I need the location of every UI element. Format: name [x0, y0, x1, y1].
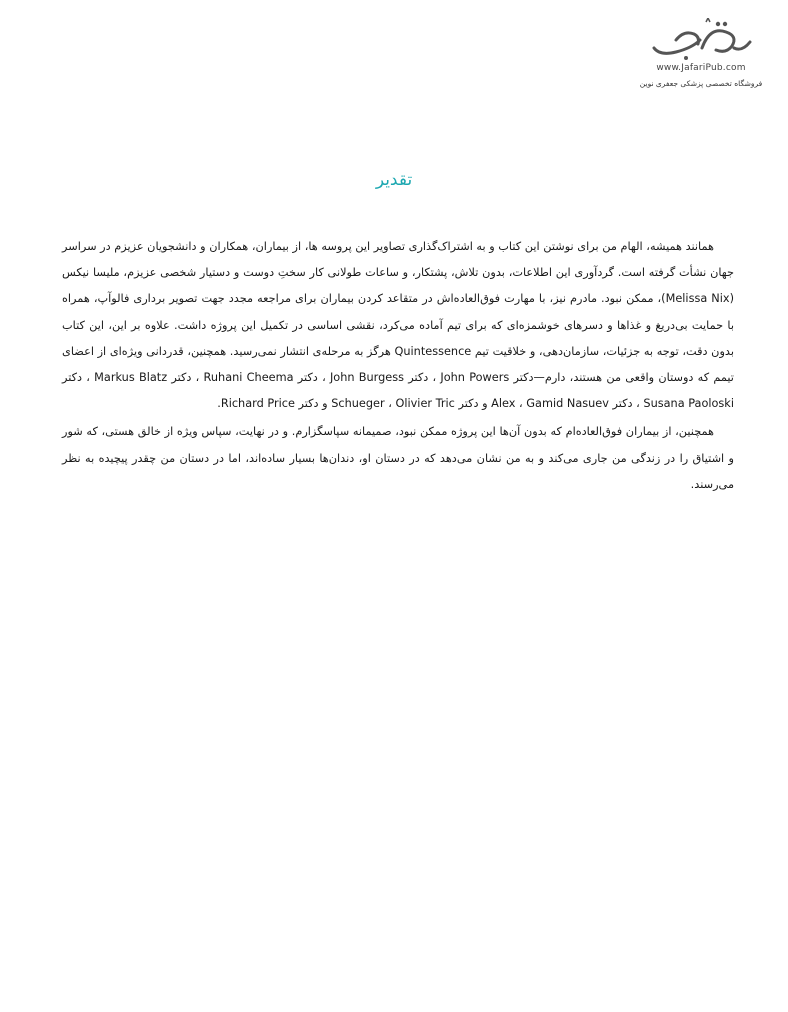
- page-title: تقدیر: [375, 170, 413, 190]
- paragraph-2: همچنین، از بیماران فوق‌العاده‌ام که بدون آن‌ها این پروژه ممکن نبود، صمیمانه سپاسگزارم. و در نهایت، سپاس ویژه از خالق هستی، که شور و اشتیاق را در زندگی من جاری می‌کند و به من نشان می‌دهد که در دستان او، دندان‌ها بسیار ساده‌اند، اما در دستان من چقدر پیچیده به نظر می‌رسند.: [62, 425, 734, 491]
- logo-url: www.JafariPub.com: [656, 63, 746, 73]
- publisher-logo: [636, 18, 766, 98]
- jafari-logo-icon: [646, 18, 756, 62]
- acknowledgement-body: [62, 234, 734, 500]
- logo-tagline: فروشگاه تخصصی پزشکی جعفری نوین: [639, 79, 763, 88]
- paragraph-1: همانند همیشه، الهام من برای نوشتن این کتاب و به اشتراک‌گذاری تصاویر این پروسه ها، از بیماران، همکاران و دانشجویان عزیزم در سراسر جهان نشأت گرفته است. گردآوری این اطلاعات، بدون تلاش، پشتکار، و ساعات طولانی کار سختِ دوست و دستیار شخصی عزیزم، ملیسا نیکس (Melissa Nix)، ممکن نبود. مادرم نیز، با مهارت فوق‌العاده‌اش در متقاعد کردن بیماران برای مراجعه مجدد جهت تصویر برداری فالوآپ، همراه با حمایت بی‌دریغ و غذاها و دسرهای خوشمزه‌ای که برای تیم آماده می‌کرد، نقشی اساسی در تکمیل این پروژه داشت. علاوه بر این، این کتاب بدون دقت، توجه به جزئیات، سازمان‌دهی، و خلاقیت تیم Quintessence هرگز به مرحله‌ی انتشار نمی‌رسید. همچنین، قدردانی ویژه‌ای از اعضای تیمم که دوستان واقعی من هستند، دارم—دکتر John Powers ، دکتر John Burgess ، دکتر Ruhani Cheema ، دکتر Markus Blatz ، دکتر Susana Paoloski ، دکتر Alex ، Gamid Nasuev و دکتر Schueger ، Olivier Tric و دکتر Richard Price.: [62, 240, 734, 411]
